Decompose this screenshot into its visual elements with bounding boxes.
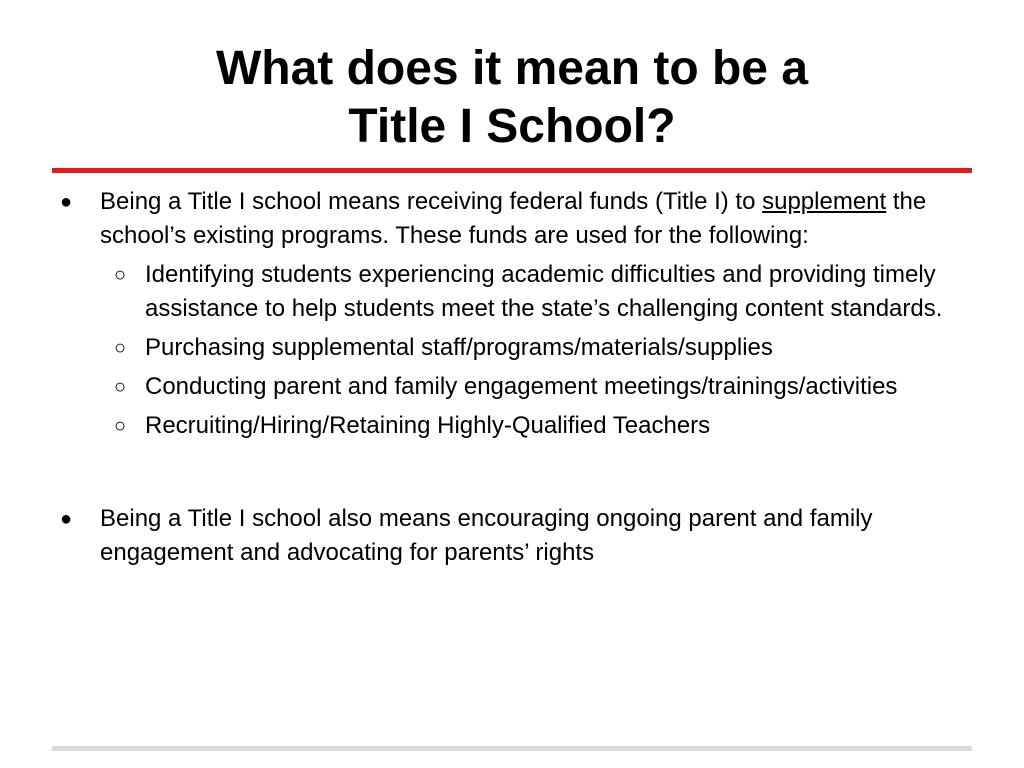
- bullet-text-start: Being a Title I school means receiving federal funds (Title I) to: [100, 188, 763, 215]
- slide-body: [52, 185, 952, 570]
- bullet-text: Being a Title I school also means encouraging ongoing parent and family engagement and advocating for parents’ rights: [100, 505, 873, 566]
- title-divider: [52, 168, 972, 173]
- bullet-marker: ●: [59, 191, 73, 213]
- sub-bullet-marker: ○: [113, 376, 127, 398]
- slide-title: [52, 40, 972, 156]
- sub-bullet-marker: ○: [113, 415, 127, 437]
- bullet-text-end: the school’s existing programs. These funds are used for the following:: [100, 188, 927, 249]
- sub-bullet-marker: ○: [113, 264, 127, 286]
- slide-title-line-1: What does it mean to be a: [215, 42, 809, 95]
- bullet-marker: ●: [59, 508, 73, 530]
- slide-title-line-2: Title I School?: [348, 100, 676, 153]
- footer-divider: [52, 746, 972, 751]
- bullet-item: [52, 502, 952, 570]
- sub-bullet-text: Identifying students experiencing academic difficulties and providing timely assistance to help students meet the state’s challenging content standards.: [145, 261, 943, 322]
- bullet-item: [52, 185, 952, 253]
- sub-bullet-item: [52, 258, 952, 326]
- sub-bullet-text: Purchasing supplemental staff/programs/materials/supplies: [145, 334, 773, 361]
- sub-bullet-list: [52, 258, 952, 443]
- sub-bullet-text: Conducting parent and family engagement meetings/trainings/activities: [145, 373, 898, 400]
- underlined-word: supplement: [762, 188, 887, 215]
- sub-bullet-item: [52, 370, 952, 404]
- sub-bullet-marker: ○: [113, 337, 127, 359]
- sub-bullet-item: [52, 331, 952, 365]
- sub-bullet-item: [52, 409, 952, 443]
- sub-bullet-text: Recruiting/Hiring/Retaining Highly-Qualified Teachers: [145, 412, 711, 439]
